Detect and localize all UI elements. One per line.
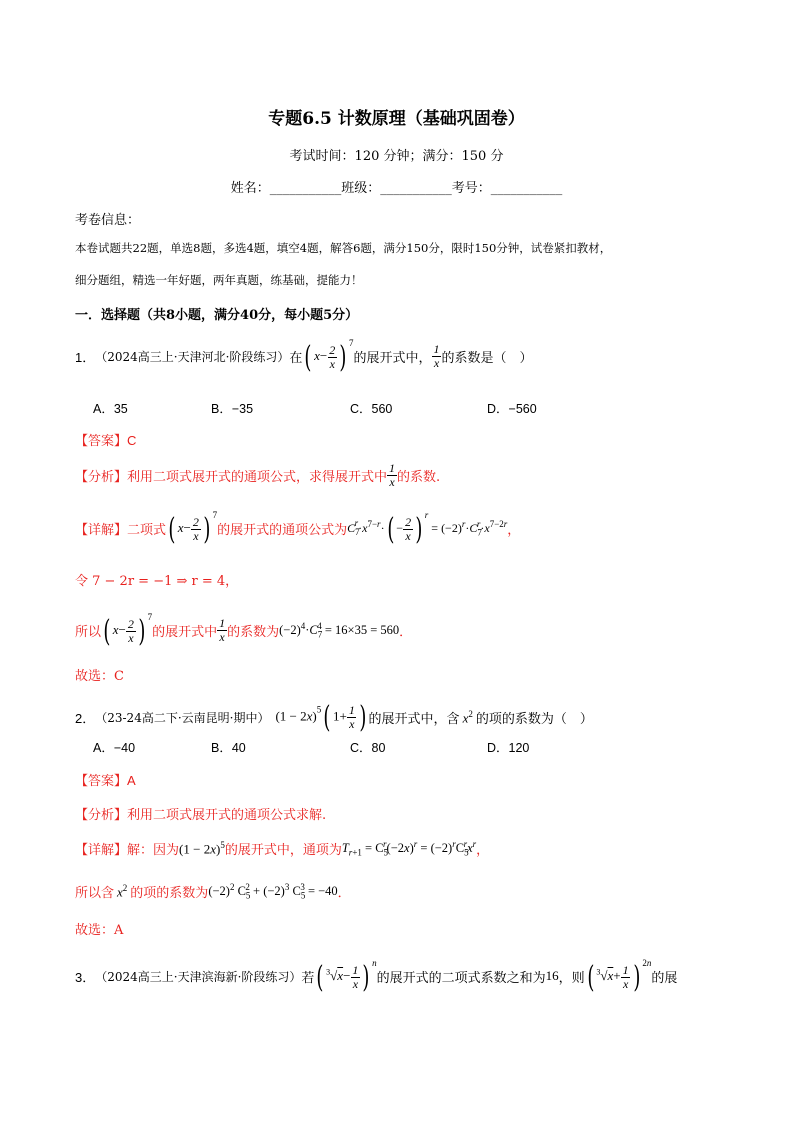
exam-notes-line2: 细分题组，精选一年好题，两年真题，练基础，提能力！	[75, 273, 363, 287]
question-2: 2． （23-24高二下·云南昆明·期中） $(1 - 2x)^5$( 1+ $\frac{1}{x}$ ) 的展开式中，含 $x^2$ 的项的系数为（ ）	[75, 700, 593, 735]
q3-stem-c: ，则	[558, 970, 585, 986]
q3-sum-value: 16	[545, 968, 559, 984]
q3-stem-a: 若	[301, 970, 315, 986]
q1-conclusion: 故选：C	[75, 669, 124, 684]
q2-detail: 【详解】 解：因为 $(1 - 2x)^5$ 的展开式中，通项为 $T_{r+1} = C_5^r(-2x)^r = (-2)^rC_5^rx^r$ ，	[75, 839, 490, 858]
q2-stem-tail: 的展开式中，含	[368, 712, 460, 727]
q2-conclusion: 故选：A	[75, 923, 124, 938]
q2-option-a[interactable]: A．−40	[93, 741, 136, 755]
section-heading: 一．选择题（共8小题，满分40分，每小题5分）	[75, 308, 359, 323]
q2-source: （23-24高二下·云南昆明·期中）	[95, 711, 270, 725]
question-3	[75, 958, 677, 995]
q3-stem-d: 的展	[651, 970, 678, 986]
q2-number: 2．	[75, 711, 96, 726]
q3-number: 3．	[75, 969, 96, 985]
q1-option-b[interactable]: B．−35	[211, 402, 254, 416]
exam-notes-label: 考卷信息：	[75, 213, 141, 228]
q1-stem-c: 的系数是（ ）	[441, 350, 533, 366]
exam-notes-line1: 本卷试题共22题，单选8题，多选4题，填空4题，解答6题，满分150分，限时150分钟，试卷紧扣教材，	[75, 241, 612, 255]
q2-option-d[interactable]: D．120	[487, 741, 530, 755]
q2-analysis: 【分析】利用二项式展开式的通项公式求解.	[75, 808, 327, 823]
name-line: 姓名：___________班级：___________考号：___________	[230, 181, 563, 196]
q3-stem-b: 的展开式的二项式系数之和为	[376, 970, 546, 986]
q1-term-fraction: $\frac{1}{x}$	[433, 342, 440, 370]
q2-stem-end: 的项的系数为（ ）	[475, 712, 593, 727]
q3-source: （2024高三上·天津滨海新·阶段练习）	[95, 969, 302, 984]
q2-step2: 所以含 $x^2$ 的项的系数为 $(-2)^2$ $C_5^2 + (-2)^3$ $C_5^3 = -40$ ．	[75, 882, 351, 901]
q2-option-c[interactable]: C．80	[350, 741, 386, 755]
q1-detail: 【详解】 二项式 ( x− $\frac{2}{x}$ ) $^7$ 的展开式的通项公式为 $C_7^r\cdot x^{7-r}\cdot$( − $\frac{2}{x}$ ) $^r = (-2)^r\cdot C_7^r\cdot x^{7-2r}$ ，	[75, 510, 521, 547]
q1-stem-b: 的展开式中，	[353, 350, 432, 366]
q1-step2: 令 7 − 2r = −1 ⇒ r = 4，	[75, 574, 239, 589]
q1-expression: ( x− $\frac{2}{x}$ ) $^7$	[304, 338, 354, 375]
q2-expression: $(1 - 2x)^5$( 1+ $\frac{1}{x}$ )	[275, 700, 367, 735]
q2-answer: 【答案】A	[75, 773, 136, 789]
q1-option-a[interactable]: A．35	[93, 402, 128, 416]
q1-answer: 【答案】C	[75, 433, 137, 449]
q1-source: （2024高三上·天津河北·阶段练习）	[95, 349, 290, 364]
q1-option-d[interactable]: D．−560	[487, 402, 537, 416]
page-title: 专题6.5 计数原理（基础巩固卷）	[268, 109, 525, 129]
exam-info: 考试时间：120 分钟；满分：150 分	[289, 149, 504, 164]
q3-expression-2: ( $^3$√x+ $\frac{1}{x}$ ) $^{2n}$	[587, 958, 652, 995]
q1-option-c[interactable]: C．560	[350, 402, 393, 416]
q1-stem-a: 在	[289, 350, 303, 366]
question-1	[75, 338, 533, 375]
q3-expression-1: ( $^3$√x− $\frac{1}{x}$ ) $^n$	[316, 958, 377, 995]
q2-option-b[interactable]: B．40	[211, 741, 246, 755]
q1-number: 1．	[75, 349, 96, 365]
q1-step3: 所以 ( x− $\frac{2}{x}$ ) $^7$ 的展开式中 $\frac{1}{x}$ 的系数为 $(-2)^4\cdot C_7^4 = 16\times 35 = 560$ ．	[75, 612, 413, 649]
q1-analysis: 【分析】 利用二项式展开式的通项公式，求得展开式中 $\frac{1}{x}$ 的系数.	[75, 461, 441, 489]
